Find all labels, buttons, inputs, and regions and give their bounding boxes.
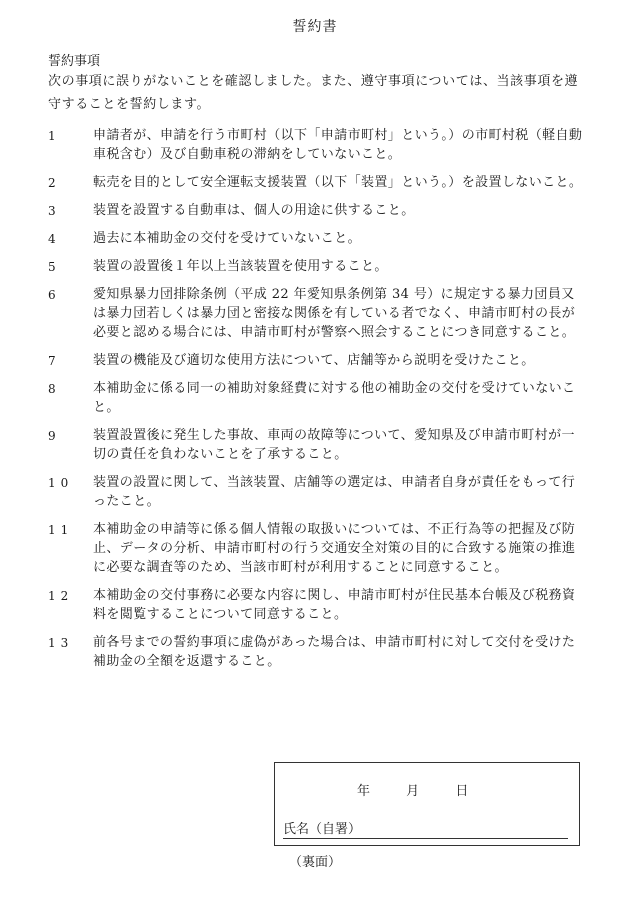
pledge-number: 3	[48, 204, 61, 218]
intro-paragraph: 次の事項に誤りがないことを確認しました。また、遵守事項については、当該事項を遵守することを誓約します。	[48, 74, 579, 112]
pledge-item	[0, 473, 630, 511]
pledge-number: 9	[48, 429, 61, 443]
month-label: 月	[406, 784, 420, 799]
pledge-list	[0, 126, 630, 680]
pledge-item	[0, 173, 630, 192]
pledge-number: 10	[48, 476, 74, 490]
pledge-text: 本補助金の交付事務に必要な内容に関し、申請市町村が住民基本台帳及び税務資料を閲覧することについて同意すること。	[93, 588, 576, 622]
pledge-item	[0, 520, 630, 577]
pledge-item	[0, 285, 630, 342]
pledge-text: 装置の機能及び適切な使用方法について、店舗等から説明を受けたこと。	[93, 353, 535, 368]
year-label: 年	[357, 784, 371, 799]
pledge-item	[0, 426, 630, 464]
pledge-item	[0, 201, 630, 220]
pledge-item	[0, 126, 630, 164]
pledge-text: 申請者が、申請を行う市町村（以下「申請市町村」という。）の市町村税（軽自動車税含む）及び自動車税の滞納をしていないこと。	[93, 128, 583, 162]
date-row	[357, 780, 468, 799]
pledge-item	[0, 351, 630, 370]
pledge-number: 2	[48, 176, 61, 190]
day-label: 日	[455, 784, 469, 799]
pledge-number: 13	[48, 636, 74, 650]
name-label: 氏名（自署）	[283, 822, 362, 837]
pledge-number: 7	[48, 354, 61, 368]
pledge-number: 11	[48, 523, 74, 537]
section-heading: 誓約事項	[48, 54, 101, 69]
page-title: 誓約書	[292, 19, 338, 35]
pledge-number: 6	[48, 288, 61, 302]
pledge-item	[0, 586, 630, 624]
pledge-text: 装置の設置後１年以上当該装置を使用すること。	[93, 259, 388, 274]
pledge-number: 8	[48, 382, 61, 396]
pledge-item	[0, 379, 630, 417]
pledge-text: 本補助金の申請等に係る個人情報の取扱いについては、不正行為等の把握及び防止、データの分析、申請市町村の行う交通安全対策の目的に合致する施策の推進に必要な調査等のため、当該市町村が利用することに同意すること。	[93, 522, 576, 575]
pledge-text: 前各号までの誓約事項に虚偽があった場合は、申請市町村に対して交付を受けた補助金の全額を返還すること。	[93, 635, 576, 669]
signature-line[interactable]	[283, 818, 568, 839]
pledge-text: 本補助金に係る同一の補助対象経費に対する他の補助金の交付を受けていないこと。	[93, 381, 576, 415]
pledge-text: 装置を設置する自動車は、個人の用途に供すること。	[93, 203, 415, 218]
pledge-text: 装置設置後に発生した事故、車両の故障等について、愛知県及び申請市町村が一切の責任を負わないことを了承すること。	[93, 428, 575, 462]
pledge-text: 装置の設置に関して、当該装置、店舗等の選定は、申請者自身が責任をもって行ったこと。	[93, 475, 576, 509]
signature-box	[274, 762, 580, 846]
pledge-item	[0, 229, 630, 248]
pledge-number: 5	[48, 260, 61, 274]
pledge-item	[0, 257, 630, 276]
pledge-text: 転売を目的として安全運転支援装置（以下「装置」という。）を設置しないこと。	[93, 175, 583, 190]
pledge-number: 1	[48, 129, 61, 143]
page-footer: （裏面）	[288, 855, 341, 870]
pledge-text: 愛知県暴力団排除条例（平成 22 年愛知県条例第 34 号）に規定する暴力団員又は暴力団若しくは暴力団と密接な関係を有している者でなく、申請市町村の長が必要と認める場合には、申請市町村が警察へ照会することにつき同意すること。	[93, 287, 576, 340]
pledge-item	[0, 633, 630, 671]
pledge-number: 4	[48, 232, 61, 246]
pledge-number: 12	[48, 589, 74, 603]
pledge-text: 過去に本補助金の交付を受けていないこと。	[93, 231, 362, 246]
